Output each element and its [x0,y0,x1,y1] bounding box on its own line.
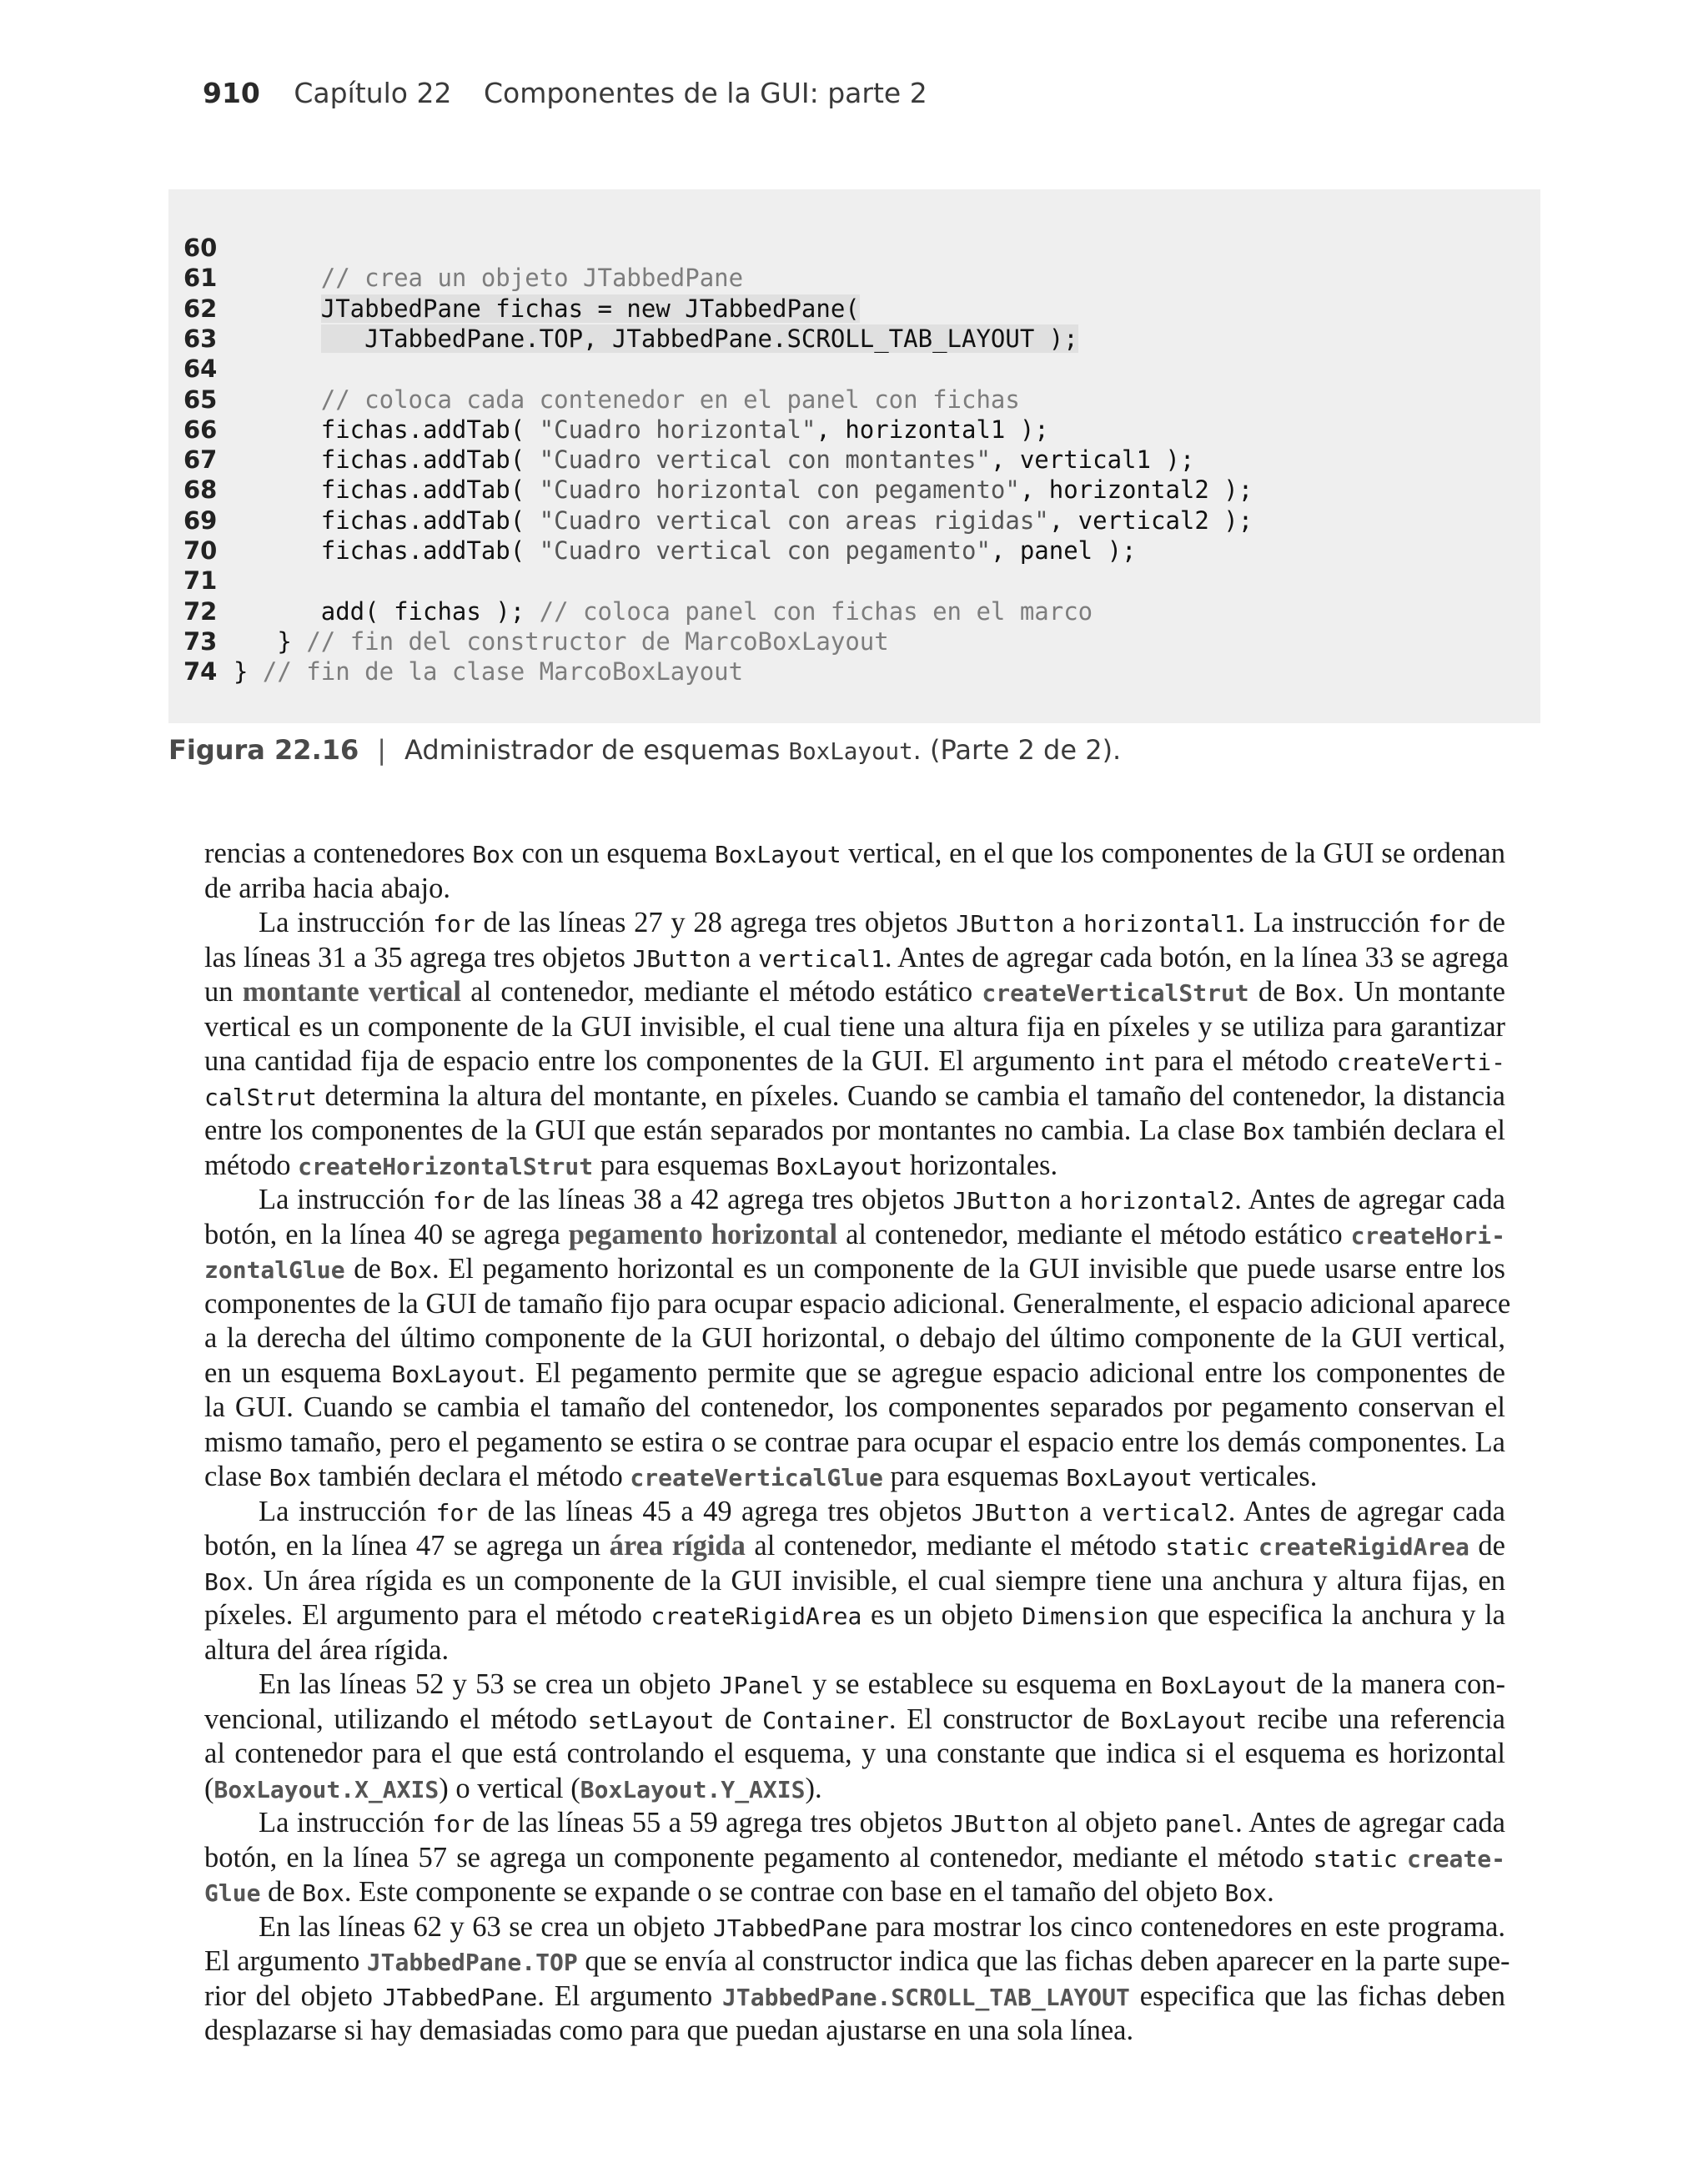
code-token: , vertical1 ); [990,445,1195,475]
text-run: . Antes de agregar cada [1235,1807,1505,1838]
text-run: JButton [632,945,731,973]
text-run: . El pegamento horizontal es un componente de la GUI invisible que puede usarse entre los [431,1253,1505,1285]
text-run: . El pegamento permite que se agregue espacio adicional entre los componentes de [518,1357,1505,1389]
line-number: 61 [183,264,218,293]
text-run: JTabbedPane.SCROLL_TAB_LAYOUT [722,1984,1130,2011]
code-line [183,294,860,324]
line-number: 72 [183,596,218,626]
code-token: // coloca panel con fichas en el marco [539,596,1093,626]
text-run: calStrut [204,1084,317,1111]
line-number: 66 [183,415,218,444]
text-line [259,1667,1505,1703]
text-run: determina la altura del montante, en píxeles. Cuando se cambia el tamaño del contenedor, la distancia [316,1080,1505,1112]
text-run: . Un montante [1337,976,1505,1008]
text-run: La instrucción [259,1184,433,1215]
text-line [204,1356,1505,1391]
text-run: createVerticalGlue [630,1464,883,1491]
text-run: create- [1406,1845,1505,1873]
code-token: // coloca cada contenedor en el panel con fichas [320,385,1020,414]
text-line [204,1460,1505,1495]
chapter-label: Capítulo 22 [294,77,452,109]
text-run: ( [204,1773,214,1804]
text-run [1398,1842,1407,1874]
text-run: . La instrucción [1238,907,1429,938]
code-token: fichas.addTab( [320,415,540,444]
text-run: a [1051,1184,1080,1215]
text-line [259,1806,1505,1841]
code-token: // crea un objeto JTabbedPane [320,264,744,293]
text-run: verticales. [1192,1461,1318,1492]
code-line [183,656,743,687]
text-run: especifica que las fichas deben [1129,1980,1505,2012]
text-run: para mostrar los cinco contenedores en este programa. [867,1911,1505,1943]
code-token: , vertical2 ); [1048,506,1253,535]
text-run: . Antes de agregar cada [1234,1184,1505,1215]
text-run: Box [1294,979,1338,1007]
code-token: fichas.addTab( [320,475,540,505]
text-line [204,1633,1505,1668]
text-line [204,1426,1505,1461]
text-line [204,941,1509,976]
code-token: , horizontal1 ); [816,415,1049,444]
code-line [183,445,1194,475]
line-number: 65 [183,385,218,414]
caption-text: Administrador de esquemas [404,734,789,766]
page-header [203,77,927,109]
text-run: al contenedor, mediante el método estático [837,1219,1351,1250]
text-line [204,1252,1505,1287]
text-run: rencias a contenedores [204,837,473,869]
line-number: 63 [183,324,218,353]
text-line [204,1529,1505,1564]
code-token: // fin de la clase MarcoBoxLayout [262,657,744,687]
text-run: JButton [950,1810,1049,1838]
text-line [204,1944,1510,1979]
text-run: horizontales. [902,1149,1058,1181]
text-run: clase [204,1461,269,1492]
text-run: la GUI. Cuando se cambia el tamaño del contenedor, los componentes separados por pegamento conservan el [204,1391,1505,1423]
text-line [204,1079,1505,1114]
text-run: horizontal1 [1083,910,1238,938]
text-line [204,1287,1511,1322]
text-run: BoxLayout [1161,1672,1288,1699]
text-line [204,1841,1505,1876]
text-run: zontalGlue [204,1256,345,1284]
text-run: vertical, en el que los componentes de la GUI se ordenan [841,837,1505,869]
text-run: es un objeto [862,1599,1022,1631]
text-run: de [1248,976,1295,1008]
code-token: "Cuadro horizontal con pegamento" [539,475,1020,505]
text-line [204,1737,1505,1772]
text-run: setLayout [587,1707,715,1734]
chapter-title: Componentes de la GUI: parte 2 [483,77,927,109]
code-token: fichas.addTab( [320,536,540,565]
text-run: . El constructor de [888,1703,1121,1735]
text-run: La instrucción [259,1496,436,1527]
text-run: a [1069,1496,1103,1527]
code-line [183,626,889,656]
text-run: botón, en la línea 57 se agrega un componente pegamento al contenedor, mediante el método [204,1842,1314,1874]
text-run: . Este componente se expande o se contrae con base en el tamaño del objeto [344,1876,1225,1908]
text-run: a [1054,907,1084,938]
text-run: montante vertical [242,976,462,1008]
text-run: para esquemas [593,1149,776,1181]
text-run: vencional, utilizando el método [204,1703,588,1735]
text-run: de las líneas 27 y 28 agrega tres objetos [475,907,957,938]
text-line [259,906,1505,941]
code-line [183,506,1253,536]
text-run: JButton [956,910,1055,938]
line-number: 67 [183,445,218,475]
code-token: } [277,626,307,656]
code-token: "Cuadro vertical con pegamento" [539,536,991,565]
line-number: 60 [183,234,218,262]
text-line [204,1772,1505,1807]
text-run: para esquemas [882,1461,1067,1492]
text-run: un [204,976,243,1008]
line-number: 69 [183,506,218,535]
text-run: for [433,910,475,938]
text-run: método [204,1149,299,1181]
text-run: BoxLayout [776,1153,903,1180]
text-run: . Un área rígida es un componente de la GUI invisible, el cual siempre tiene una anchura y altura fijas, en [246,1565,1505,1597]
text-run: de la manera con- [1287,1668,1505,1700]
text-run: JButton [971,1499,1070,1527]
text-run: . El argumento [537,1980,723,2012]
code-line [183,475,1253,505]
text-run: y se establece su esquema en [803,1668,1161,1700]
text-run: con un esquema [514,837,715,869]
code-line [183,263,743,293]
text-line [204,837,1505,872]
figure-caption: Figura 22.16 | Administrador de esquemas BoxLayout. (Parte 2 de 2). [168,734,1122,766]
text-run: En las líneas 62 y 63 se crea un objeto [259,1911,714,1943]
text-run: Box [389,1256,432,1284]
code-line [183,385,1020,415]
caption-code: BoxLayout [788,738,913,765]
text-run: for [435,1499,479,1527]
text-run: Box [302,1879,344,1907]
text-run: de [714,1703,763,1735]
text-run: createHori- [1350,1222,1505,1250]
text-run: horizontal2 [1079,1187,1235,1215]
text-line [204,2014,1505,2049]
text-run: al contenedor, mediante el método estático [461,976,982,1008]
text-run: a la derecha del último componente de la GUI horizontal, o debajo del último componente de la GUI vertical, [204,1322,1505,1354]
line-number: 71 [183,566,218,596]
text-run: en un esquema [204,1357,392,1389]
text-run: botón, en la línea 47 se agrega un [204,1530,610,1562]
text-run: componentes de la GUI de tamaño fijo para ocupar espacio adicional. Generalmente, el espacio adicional aparece [204,1288,1511,1320]
text-run: también declara el [1284,1114,1505,1146]
text-run: BoxLayout [1066,1464,1193,1491]
code-token: "Cuadro horizontal" [539,415,816,444]
code-line [183,536,1137,566]
text-run: En las líneas 52 y 53 se crea un objeto [259,1668,720,1700]
text-line [204,1114,1505,1149]
text-run: int [1103,1049,1146,1076]
text-line [259,1910,1505,1945]
text-run: createRigidArea [651,1602,862,1630]
code-line [183,233,234,263]
text-run: entre los componentes de la GUI que están separados por montantes no cambia. La clase [204,1114,1243,1146]
text-run: Box [269,1464,312,1491]
text-run: de [1469,907,1505,938]
code-line [183,566,234,596]
code-token: , panel ); [990,536,1137,565]
text-run: createVerti- [1336,1049,1505,1076]
line-number: 74 [183,657,218,687]
line-number: 64 [183,355,218,384]
code-token: // fin del constructor de MarcoBoxLayout [306,626,889,656]
text-run: de arriba hacia abajo. [204,873,450,904]
text-line [204,975,1505,1010]
text-run: de las líneas 55 a 59 agrega tres objetos [474,1807,951,1838]
text-run: que se envía al constructor indica que las fichas deben aparecer en la parte supe- [577,1945,1510,1977]
text-line [204,1218,1505,1253]
text-run: for [432,1810,475,1838]
text-run: JPanel [719,1672,804,1699]
text-line [204,1149,1505,1184]
text-run: Box [472,841,515,868]
text-run: al objeto [1048,1807,1165,1838]
code-token: , horizontal2 ); [1019,475,1253,505]
text-run: vertical1 [758,945,885,973]
text-run: BoxLayout.X_AXIS [214,1776,440,1803]
text-run: static [1165,1533,1250,1561]
code-token: fichas.addTab( [320,506,540,535]
text-run: JTabbedPane [382,1984,538,2011]
text-run: Dimension [1022,1602,1149,1630]
text-run: static [1313,1845,1398,1873]
text-line [204,872,1505,907]
text-run: rior del objeto [204,1980,383,2012]
code-line [183,324,1078,354]
text-line [204,1321,1505,1356]
text-run: las líneas 31 a 35 agrega tres objetos [204,942,633,973]
text-run: a [731,942,759,973]
text-run: para el método [1145,1045,1337,1077]
line-number: 73 [183,626,218,656]
text-run: vertical es un componente de la GUI invisible, el cual tiene una altura fija en píxeles y se utiliza para garantizar [204,1011,1505,1043]
text-run: una cantidad fija de espacio entre los componentes de la GUI. El argumento [204,1045,1104,1077]
text-run [1249,1530,1258,1562]
code-line [183,415,1049,445]
text-run: recibe una referencia [1247,1703,1505,1735]
text-run: BoxLayout.Y_AXIS [580,1776,806,1803]
code-token: "Cuadro vertical con montantes" [539,445,991,475]
text-run: La instrucción [259,907,434,938]
text-run: Box [204,1568,247,1596]
text-run: de las líneas 38 a 42 agrega tres objetos [475,1184,953,1215]
text-run: createVerticalStrut [982,979,1249,1007]
text-line [204,1875,1505,1910]
text-run: . Antes de agregar cada [1228,1496,1505,1527]
text-line [259,1495,1505,1530]
text-run: createRigidArea [1258,1533,1469,1561]
text-line [204,1598,1505,1633]
text-run: for [1428,910,1470,938]
text-run: JButton [952,1187,1052,1215]
text-run: pegamento horizontal [568,1219,838,1250]
text-run: La instrucción [259,1807,433,1838]
text-run: Box [1243,1118,1285,1145]
text-run: ). [805,1773,822,1804]
text-line [204,1391,1505,1426]
code-token: JTabbedPane.TOP, JTabbedPane.SCROLL_TAB_LAYOUT ); [320,324,1078,353]
text-run: ) o vertical ( [439,1773,580,1804]
line-number: 62 [183,294,218,323]
line-number: 68 [183,475,218,505]
text-line [204,1703,1505,1738]
text-run: . [1267,1876,1274,1908]
text-run: JTabbedPane.TOP [366,1949,578,1976]
text-run: desplazarse si hay demasiadas como para que puedan ajustarse en una sola línea. [204,2015,1134,2046]
code-line [183,596,1093,626]
code-token: add( fichas ); [320,596,540,626]
text-run: createHorizontalStrut [298,1153,594,1180]
text-run: Glue [204,1879,261,1907]
code-token: fichas.addTab( [320,445,540,475]
figure-label: Figura 22.16 [168,734,359,766]
text-line [204,1979,1505,2015]
code-token: } [234,657,263,687]
line-number: 70 [183,536,218,565]
text-run: de [260,1876,303,1908]
text-run: for [432,1187,475,1215]
text-run: botón, en la línea 40 se agrega [204,1219,569,1250]
text-run: altura del área rígida. [204,1634,450,1666]
text-run: al contenedor para el que está controlando el esquema, y una constante que indica si el esquema es horizontal [204,1738,1505,1769]
text-run: al contenedor, mediante el método [745,1530,1166,1562]
text-run: . Antes de agregar cada botón, en la línea 33 se agrega [884,942,1509,973]
text-run: que especifica la anchura y la [1148,1599,1505,1631]
text-run: BoxLayout [714,841,841,868]
page-number: 910 [203,77,260,109]
text-run: JTabbedPane [713,1914,868,1942]
text-run: de [1469,1530,1505,1562]
text-line [259,1183,1505,1218]
text-line [204,1010,1505,1045]
text-run: Box [1224,1879,1268,1907]
code-line [183,354,234,384]
code-token: "Cuadro vertical con areas rigidas" [539,506,1049,535]
text-run: vertical2 [1102,1499,1228,1527]
text-run: área rígida [609,1530,746,1562]
text-line [204,1044,1505,1079]
text-run: El argumento [204,1945,367,1977]
text-run: píxeles. El argumento para el método [204,1599,651,1631]
text-run: también declara el método [311,1461,630,1492]
text-run: BoxLayout [391,1361,519,1388]
code-token: JTabbedPane fichas = new JTabbedPane( [320,294,860,323]
text-run: de las líneas 45 a 49 agrega tres objetos [478,1496,972,1527]
text-run: mismo tamaño, pero el pegamento se estira o se contrae para ocupar el espacio entre los demás componentes. La [204,1426,1505,1458]
text-run: Container [762,1707,889,1734]
caption-suffix: . (Parte 2 de 2). [912,734,1122,766]
text-run: BoxLayout [1120,1707,1248,1734]
text-run: panel [1164,1810,1236,1838]
text-line [204,1564,1505,1599]
text-run: de [344,1253,390,1285]
